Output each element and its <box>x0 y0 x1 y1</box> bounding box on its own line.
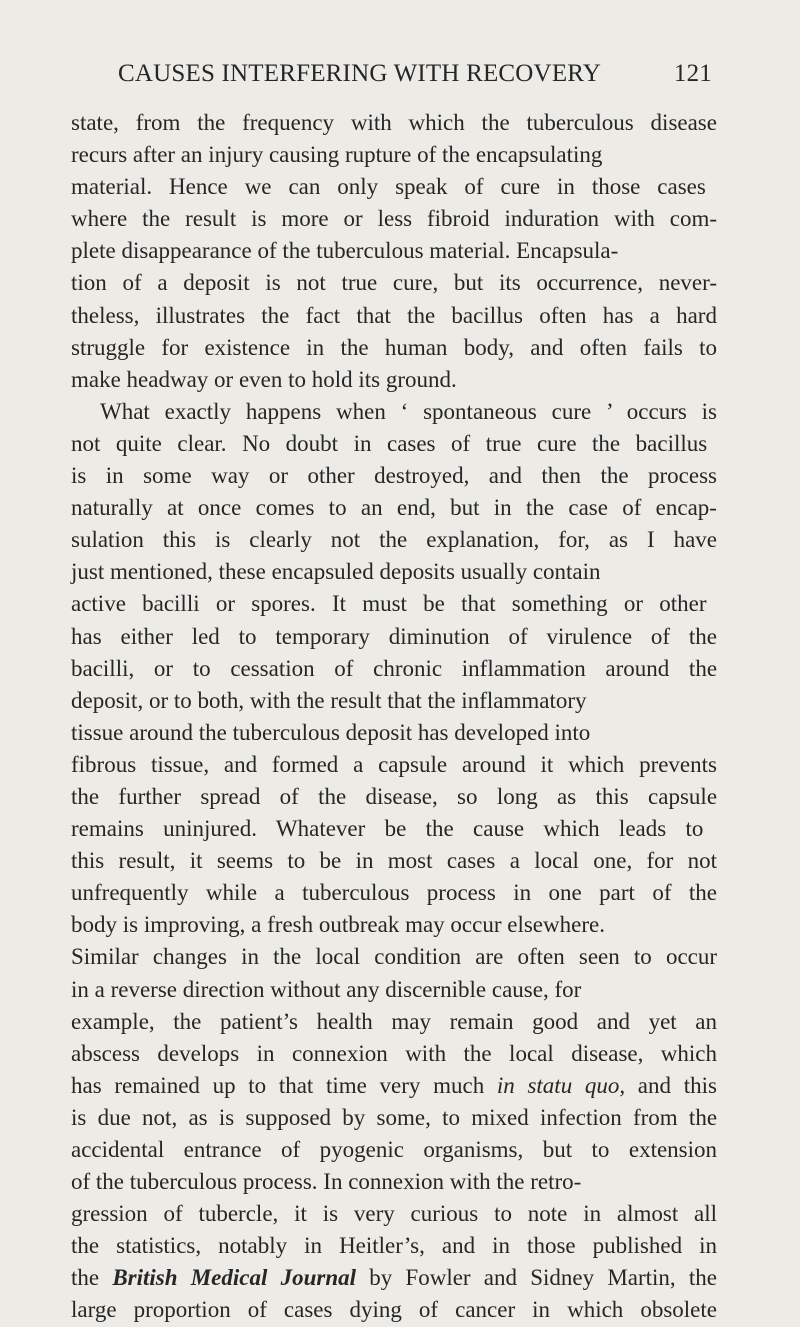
text-line: in a reverse direction without any discernible cause, for <box>71 976 582 1002</box>
text-span: and this <box>625 1072 717 1098</box>
text-line: not quite clear. No doubt in cases of true cure the bacillus <box>71 430 708 456</box>
text-line: abscess develops in connexion with the local disease, which <box>71 1040 718 1066</box>
text-line: where the result is more or less fibroid induration with com- <box>71 206 718 232</box>
text-line: material. Hence we can only speak of cure in those cases <box>71 174 706 200</box>
text-line: accidental entrance of pyogenic organisms, but to extension <box>71 1137 718 1162</box>
text-line: example, the patient’s health may remain good and yet an <box>71 1008 718 1034</box>
text-line: Similar changes in the local condition are often seen to occur <box>71 944 718 970</box>
text-line: tion of a deposit is not true cure, but its occurrence, never- <box>71 270 717 296</box>
journal-title: British Medical Journal <box>112 1265 357 1291</box>
text-line: fibrous tissue, and formed a capsule around it which prevents <box>71 751 717 777</box>
text-line: theless, illustrates the fact that the bacillus often has a hard <box>71 302 717 328</box>
text-line: tissue around the tuberculous deposit has developed into <box>71 719 591 745</box>
text-line: active bacilli or spores. It must be that something or other <box>71 591 707 617</box>
paragraph-start-line: What exactly happens when ‘ spontaneous cure ’ occurs is <box>100 398 717 424</box>
text-line: naturally at once comes to an end, but in the case of encap- <box>71 495 717 521</box>
text-line: remains uninjured. Whatever be the cause which leads to <box>71 816 704 842</box>
text-line: of the tuberculous process. In connexion with the retro- <box>71 1169 582 1195</box>
running-head <box>118 60 712 96</box>
text-line: large proportion of cases dying of cancer in which obsolete <box>71 1297 717 1323</box>
text-line: the further spread of the disease, so long as this capsule <box>71 783 718 809</box>
text-line: plete disappearance of the tuberculous material. Encapsula- <box>71 238 619 264</box>
text-line: deposit, or to both, with the result that the inflammatory <box>71 687 587 713</box>
text-line: bacilli, or to cessation of chronic inflammation around the <box>71 655 718 681</box>
text-line: sulation this is clearly not the explanation, for, as I have <box>71 527 717 553</box>
text-span: has remained up to that time very much <box>71 1072 497 1098</box>
text-line: make headway or even to hold its ground. <box>71 366 457 392</box>
body-text <box>71 107 717 1327</box>
text-line: the statistics, notably in Heitler’s, and in those published in <box>71 1233 717 1259</box>
text-line: just mentioned, these encapsuled deposits usually contain <box>71 559 601 585</box>
text-line: body is improving, a fresh outbreak may occur elsewhere. <box>71 912 605 938</box>
text-line: has either led to temporary diminution of virulence of the <box>71 623 718 649</box>
text-span: the <box>71 1265 113 1291</box>
running-head-title: CAUSES INTERFERING WITH RECOVERY <box>118 60 602 87</box>
text-line: state, from the frequency with which the tuberculous disease <box>71 110 717 135</box>
text-span: by Fowler and Sidney Martin, the <box>356 1265 717 1291</box>
page-number: 121 <box>673 60 712 87</box>
text-line-with-italic <box>71 1070 717 1102</box>
text-line: recurs after an injury causing rupture of the encapsulating <box>71 142 603 168</box>
text-line: is in some way or other destroyed, and then the process <box>71 463 717 489</box>
text-line: is due not, as is supposed by some, to mixed infection from the <box>71 1104 718 1130</box>
italic-phrase: in statu quo, <box>496 1072 626 1098</box>
text-line: this result, it seems to be in most cases a local one, for not <box>71 848 718 874</box>
text-line-with-journal-title <box>71 1262 717 1294</box>
text-line: gression of tubercle, it is very curious to note in almost all <box>71 1201 718 1227</box>
text-line: struggle for existence in the human body, and often fails to <box>71 334 717 360</box>
text-line: unfrequently while a tuberculous process in one part of the <box>71 880 718 906</box>
